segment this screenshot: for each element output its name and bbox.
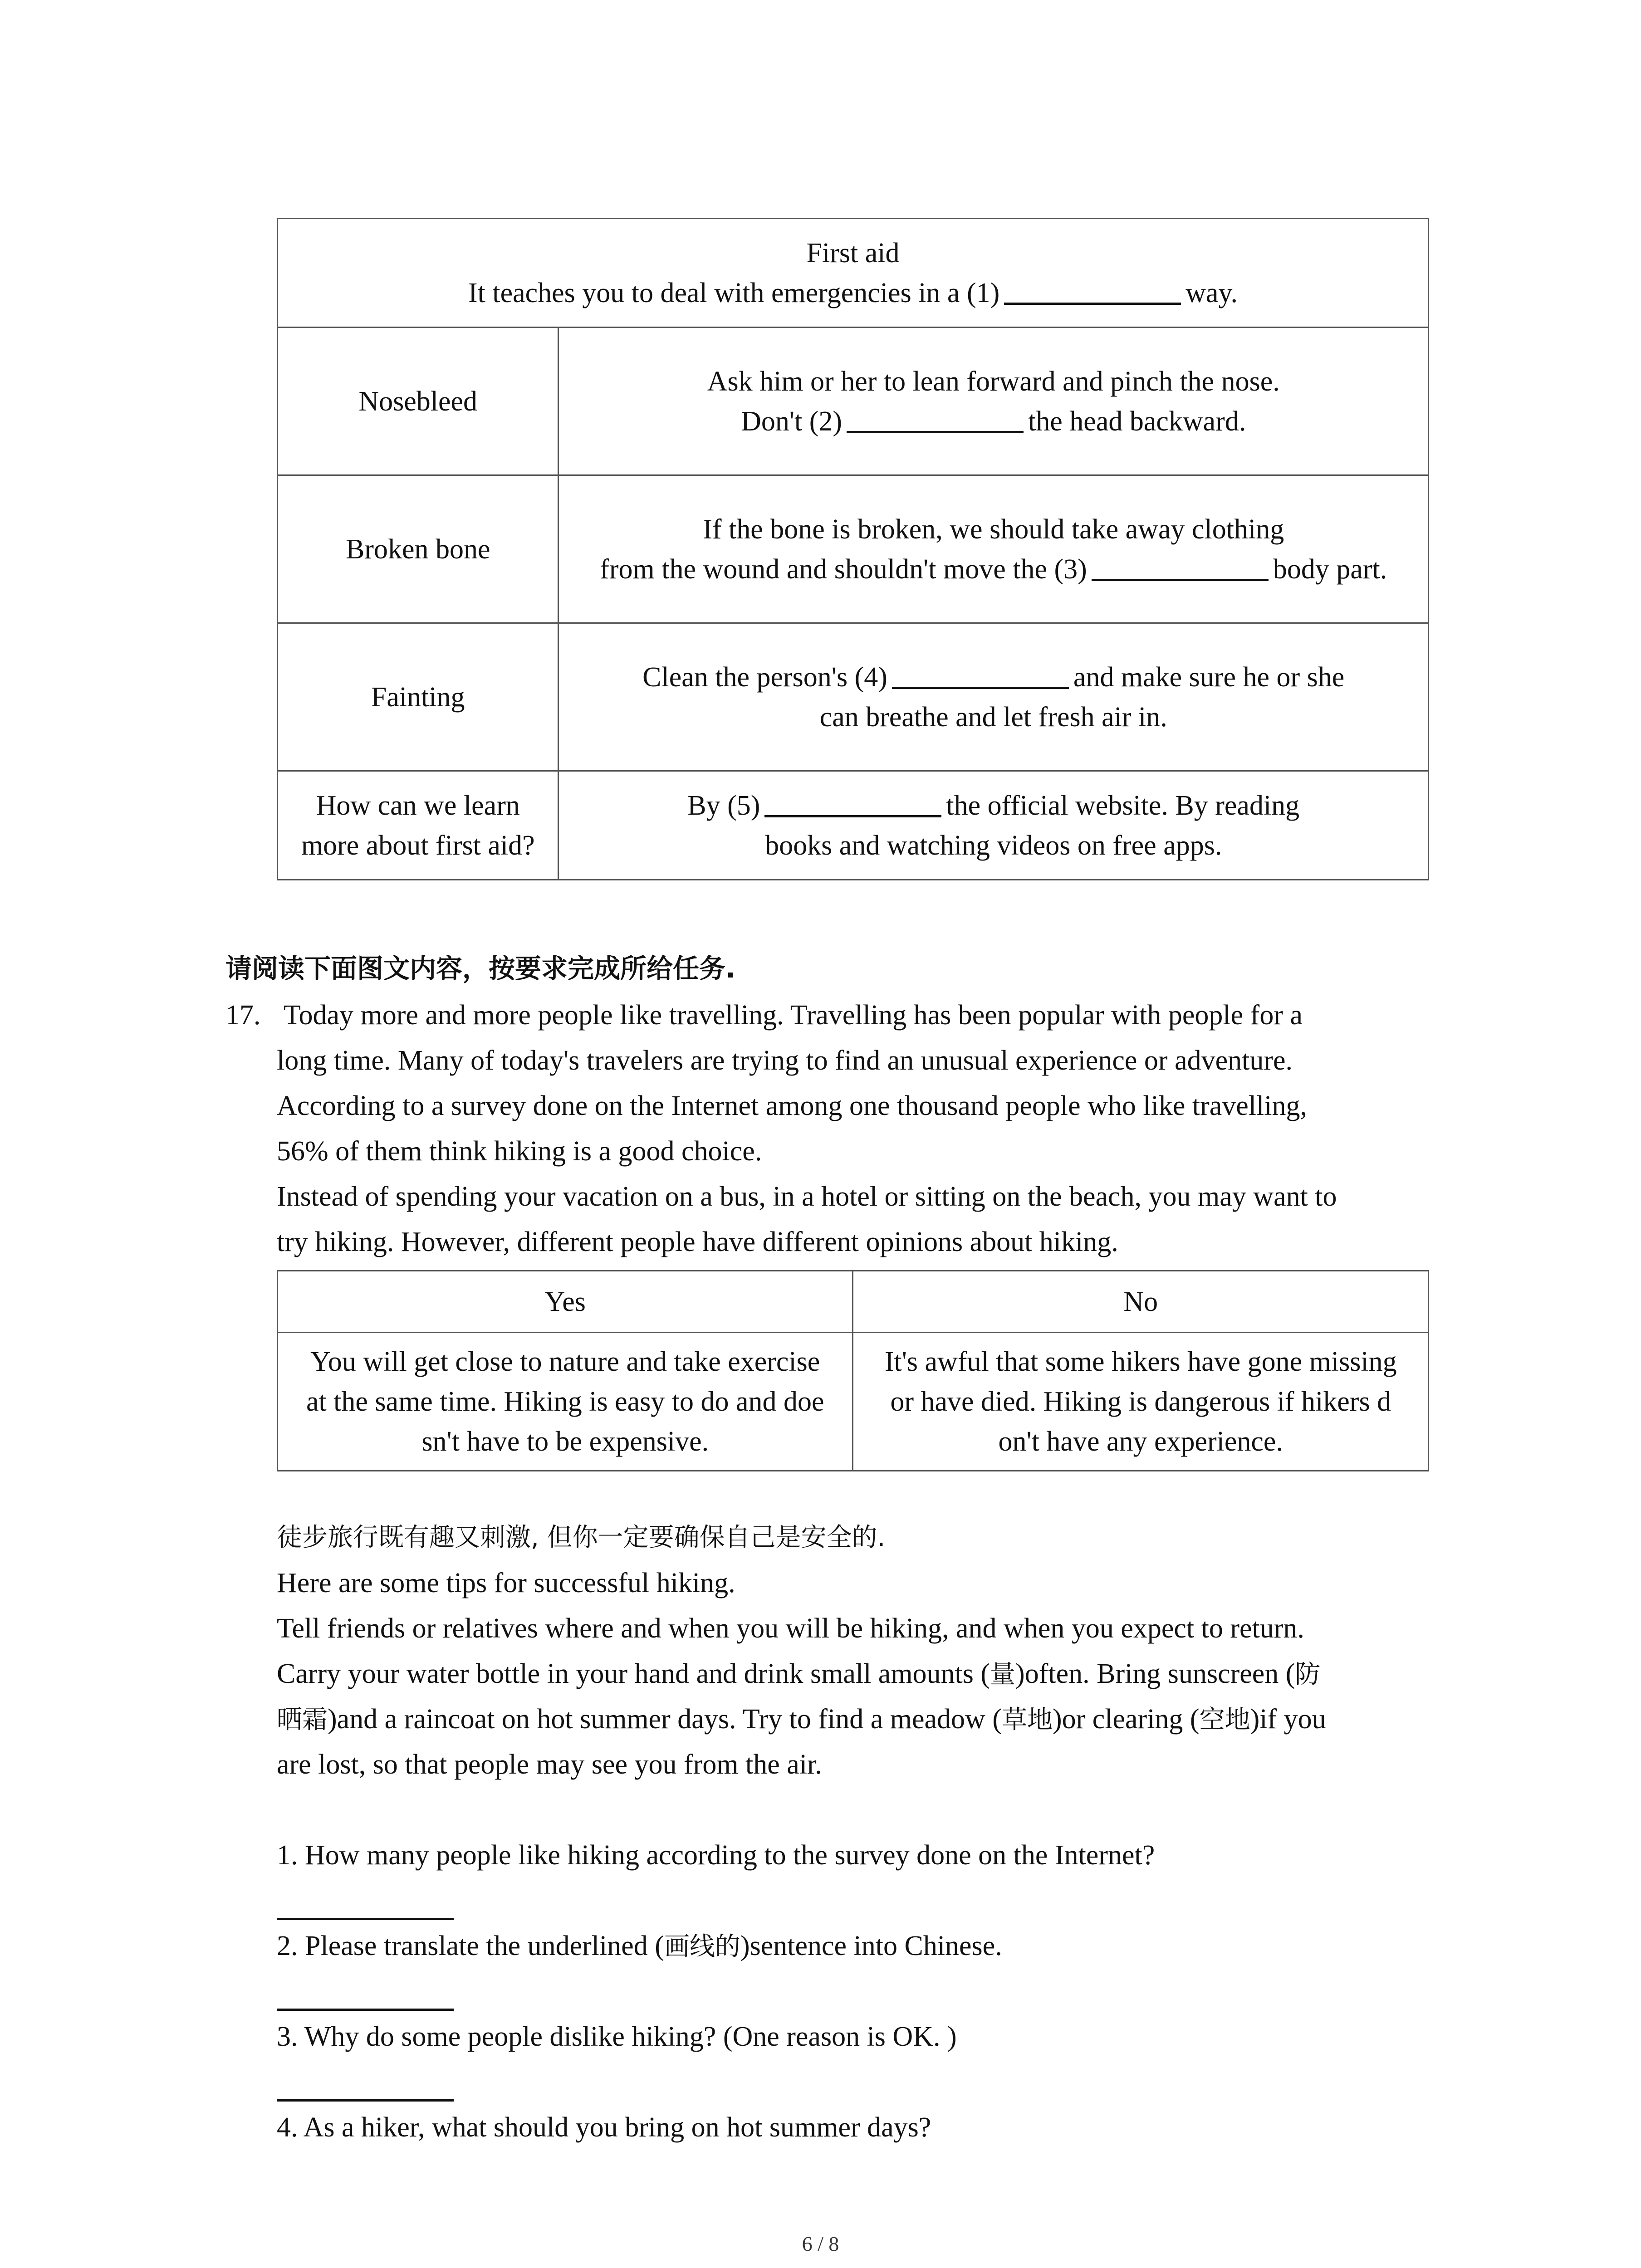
sub-question-4: 4. As a hiker, what should you bring on hot summer days? xyxy=(277,2112,931,2143)
row-label-fainting: Fainting xyxy=(278,623,558,771)
row-content-learn-more: By (5) the official website. By reading books and watching videos on free apps. xyxy=(558,771,1429,880)
first-aid-title: First aid xyxy=(806,237,900,269)
paragraph-1-line-3: According to a survey done on the Internet among one thousand people who like travelling, xyxy=(277,1090,1307,1121)
opinion-table xyxy=(277,1270,1429,1471)
blank-2[interactable] xyxy=(847,404,1024,433)
paragraph-1-line-1: Today more and more people like travelling. Travelling has been popular with people for a xyxy=(284,1000,1303,1031)
blank-5[interactable] xyxy=(764,788,941,817)
row-label-broken-bone: Broken bone xyxy=(278,475,558,623)
underlined-sentence: 徒步旅行既有趣又刺激, 但你一定要确保自己是安全的. xyxy=(277,1523,886,1552)
paragraph-1-line-2: long time. Many of today's travelers are trying to find an unusual experience or adventure. xyxy=(277,1045,1293,1076)
tips-line-1: Tell friends or relatives where and when you will be hiking, and when you expect to return. xyxy=(277,1613,1304,1644)
blank-4[interactable] xyxy=(892,660,1069,689)
answer-line-2[interactable] xyxy=(277,2009,454,2011)
first-aid-intro: It teaches you to deal with emergencies in a (1) xyxy=(468,277,1000,308)
yes-header: Yes xyxy=(278,1271,853,1333)
tips-line-2: Carry your water bottle in your hand and drink small amounts (量)often. Bring sunscreen (防 xyxy=(277,1658,1321,1689)
question-number: 17. xyxy=(225,1000,261,1031)
section-header: 请阅读下面图文内容，按要求完成所给任务. xyxy=(225,953,736,984)
paragraph-2-line-1: Instead of spending your vacation on a bus, in a hotel or sitting on the beach, you may want to xyxy=(277,1181,1337,1212)
blank-1[interactable] xyxy=(1004,275,1181,305)
sub-question-2: 2. Please translate the underlined (画线的)sentence into Chinese. xyxy=(277,1931,1002,1961)
no-header: No xyxy=(853,1271,1429,1333)
blank-3[interactable] xyxy=(1092,552,1269,581)
sub-question-3: 3. Why do some people dislike hiking? (One reason is OK. ) xyxy=(277,2021,957,2052)
row-content-broken-bone: If the bone is broken, we should take away clothing from the wound and shouldn't move the (3) body part. xyxy=(558,475,1429,623)
no-cell: It's awful that some hikers have gone missing or have died. Hiking is dangerous if hikers d on't have any experience. xyxy=(853,1333,1429,1471)
row-label-learn-more: How can we learn more about first aid? xyxy=(278,771,558,880)
first-aid-table xyxy=(277,218,1429,880)
row-content-nosebleed: Ask him or her to lean forward and pinch the nose. Don't (2) the head backward. xyxy=(558,327,1429,475)
paragraph-2-line-2: try hiking. However, different people have different opinions about hiking. xyxy=(277,1227,1118,1257)
tips-line-3: 晒霜)and a raincoat on hot summer days. Try to find a meadow (草地)or clearing (空地)if you xyxy=(277,1704,1326,1735)
row-label-nosebleed: Nosebleed xyxy=(278,327,558,475)
paragraph-1-line-4: 56% of them think hiking is a good choice. xyxy=(277,1136,762,1167)
yes-cell: You will get close to nature and take exercise at the same time. Hiking is easy to do and doe sn't have to be expensive. xyxy=(278,1333,853,1471)
first-aid-header: First aid It teaches you to deal with emergencies in a (1) way. xyxy=(278,219,1429,327)
sub-question-1: 1. How many people like hiking according to the survey done on the Internet? xyxy=(277,1840,1155,1871)
page-number: 6 / 8 xyxy=(802,2232,839,2255)
tips-line-4: are lost, so that people may see you from the air. xyxy=(277,1749,822,1780)
row-content-fainting: Clean the person's (4) and make sure he or she can breathe and let fresh air in. xyxy=(558,623,1429,771)
answer-line-3[interactable] xyxy=(277,2099,454,2102)
tips-intro: Here are some tips for successful hiking. xyxy=(277,1568,735,1598)
answer-line-1[interactable] xyxy=(277,1918,454,1920)
